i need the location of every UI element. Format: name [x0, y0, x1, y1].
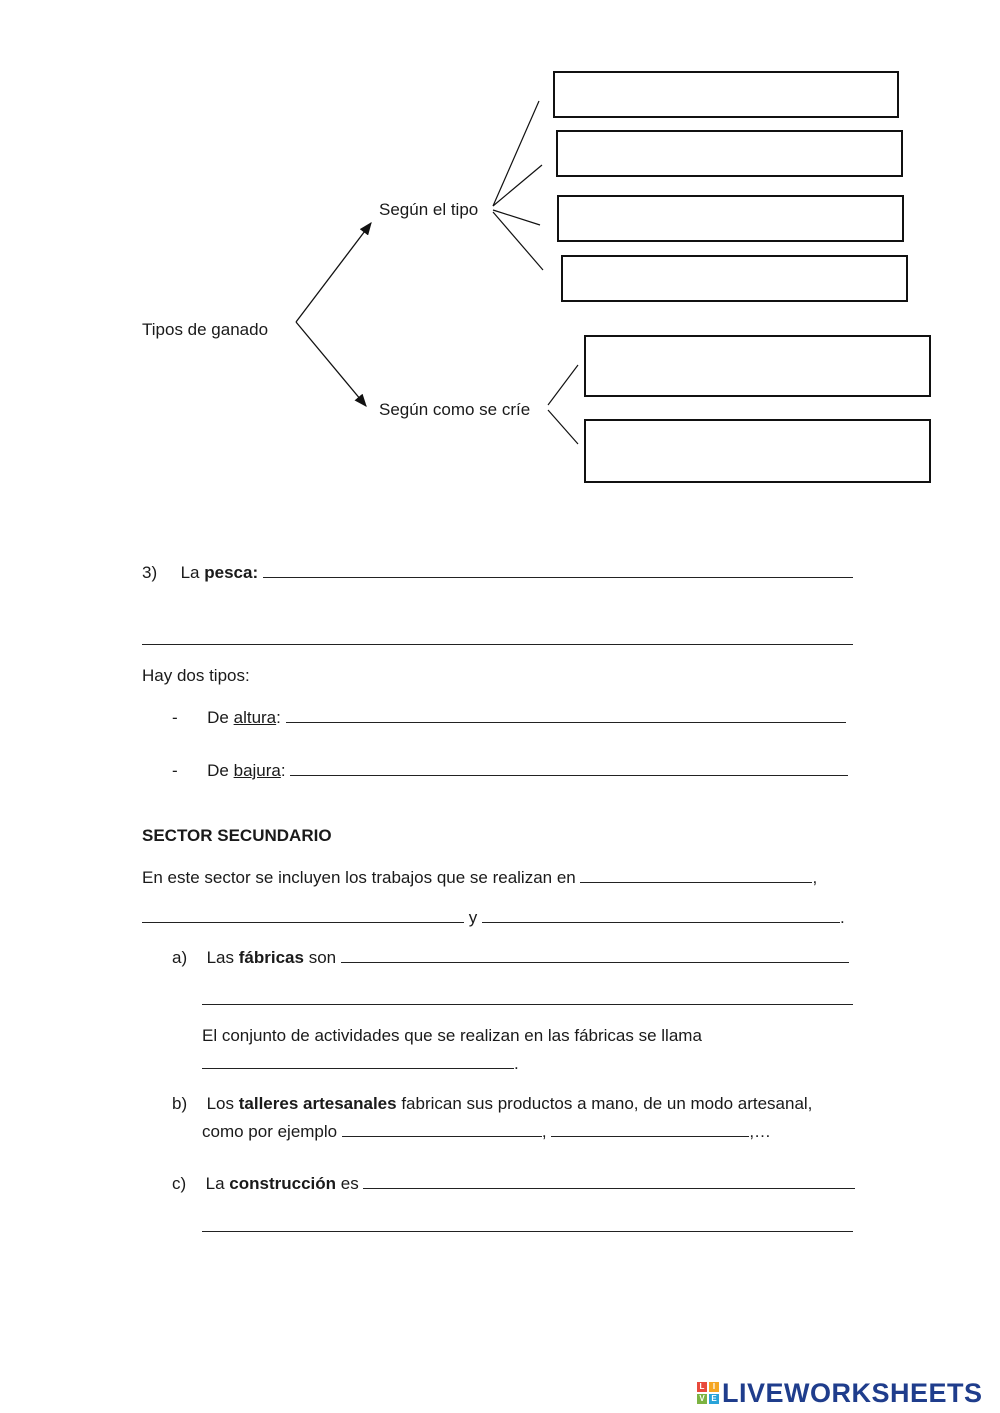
connector-cria-2: [548, 410, 578, 444]
logo-letter-v: V: [697, 1394, 707, 1404]
logo-letter-l: L: [697, 1382, 707, 1392]
item-c-marker: c): [172, 1174, 187, 1193]
secundario-blank-1[interactable]: [580, 866, 812, 883]
item-b-blank-1[interactable]: [342, 1120, 542, 1137]
item-b-term: talleres artesanales: [238, 1094, 397, 1113]
bajura-dash: -: [172, 761, 178, 780]
item-a-conjunto-blank[interactable]: [202, 1052, 514, 1069]
connector-tipo-1: [493, 101, 539, 206]
liveworksheets-logo: [697, 1378, 983, 1408]
item-c-prefix: La: [205, 1174, 225, 1193]
secundario-y: y: [468, 908, 478, 927]
bajura-term: bajura: [233, 761, 281, 780]
sector-secundario-heading: SECTOR SECUNDARIO: [142, 826, 332, 845]
secundario-period: .: [839, 908, 845, 927]
pesca-blank-2[interactable]: [142, 628, 853, 645]
item-b-prefix: Los: [206, 1094, 235, 1113]
altura-term: altura: [233, 708, 277, 727]
pesca-blank-line-2: [142, 628, 853, 650]
bajura-blank[interactable]: [290, 759, 848, 776]
item-a-prefix: Las: [206, 948, 235, 967]
pesca-term: pesca:: [204, 563, 259, 582]
item-c-blank-line-2: [202, 1215, 853, 1237]
bajura-colon: :: [280, 761, 286, 780]
pesca-number: 3): [142, 563, 158, 582]
answer-box-cria-2[interactable]: [584, 419, 931, 483]
secundario-intro: En este sector se incluyen los trabajos que se realizan en: [142, 868, 576, 887]
secundario-intro-line-2: [142, 906, 845, 928]
pesca-prefix: La: [180, 563, 200, 582]
secundario-intro-line: [142, 866, 817, 888]
item-a-blank-line-2: [202, 988, 853, 1010]
item-b-ellipsis: ,…: [749, 1122, 772, 1141]
bajura-prefix: De: [207, 761, 229, 780]
altura-dash: -: [172, 708, 178, 727]
connector-tipo-3: [493, 210, 540, 225]
pesca-line: [142, 561, 853, 583]
secundario-blank-3[interactable]: [482, 906, 840, 923]
item-a-conjunto-blank-line: [202, 1052, 519, 1074]
item-a-blank-1[interactable]: [341, 946, 849, 963]
item-b-example-label: como por ejemplo: [202, 1122, 338, 1141]
arrow-to-segun-cria: [296, 322, 366, 406]
altura-blank[interactable]: [286, 706, 846, 723]
arrow-to-segun-tipo: [296, 223, 371, 322]
secundario-blank-2[interactable]: [142, 906, 464, 923]
item-b-line: [172, 1094, 812, 1114]
item-a-post: son: [308, 948, 337, 967]
item-a-period: .: [514, 1054, 519, 1073]
item-b-marker: b): [172, 1094, 188, 1113]
answer-box-tipo-1[interactable]: [553, 71, 899, 118]
item-a-marker: a): [172, 948, 188, 967]
item-a-term: fábricas: [238, 948, 304, 967]
item-b-comma: ,: [541, 1122, 547, 1141]
answer-box-tipo-3[interactable]: [557, 195, 904, 242]
secundario-comma: ,: [812, 868, 818, 887]
item-a-conjunto: El conjunto de actividades que se realizan en las fábricas se llama: [202, 1026, 702, 1045]
answer-box-tipo-2[interactable]: [556, 130, 903, 177]
answer-box-cria-1[interactable]: [584, 335, 931, 397]
answer-box-tipo-4[interactable]: [561, 255, 908, 302]
diagram-branch-tipo: Según el tipo: [379, 200, 479, 219]
item-a-blank-2[interactable]: [202, 988, 853, 1005]
item-b-blank-2[interactable]: [551, 1120, 749, 1137]
connector-tipo-4: [493, 212, 543, 270]
logo-letter-e: E: [709, 1394, 719, 1404]
item-b-line-2: [202, 1120, 771, 1142]
connector-cria-1: [548, 365, 578, 405]
item-c-term: construcción: [229, 1174, 337, 1193]
item-c-post: es: [340, 1174, 359, 1193]
logo-mark-icon: [697, 1382, 719, 1404]
item-b-post: fabrican sus productos a mano, de un modo artesanal,: [401, 1094, 813, 1113]
item-c-line: [172, 1172, 855, 1194]
pesca-altura-line: [172, 706, 846, 728]
pesca-bajura-line: [172, 759, 848, 781]
altura-colon: :: [276, 708, 281, 727]
item-c-blank-2[interactable]: [202, 1215, 853, 1232]
pesca-tipos-intro: Hay dos tipos:: [142, 666, 250, 685]
altura-prefix: De: [207, 708, 229, 727]
item-a-line: [172, 946, 849, 968]
logo-text: LIVEWORKSHEETS: [722, 1377, 983, 1408]
diagram-branch-cria: Según como se críe: [379, 400, 531, 419]
connector-tipo-2: [493, 165, 542, 206]
item-c-blank-1[interactable]: [363, 1172, 855, 1189]
pesca-blank-1[interactable]: [263, 561, 853, 578]
logo-letter-i: I: [709, 1382, 719, 1392]
diagram-root-label: Tipos de ganado: [142, 320, 269, 339]
